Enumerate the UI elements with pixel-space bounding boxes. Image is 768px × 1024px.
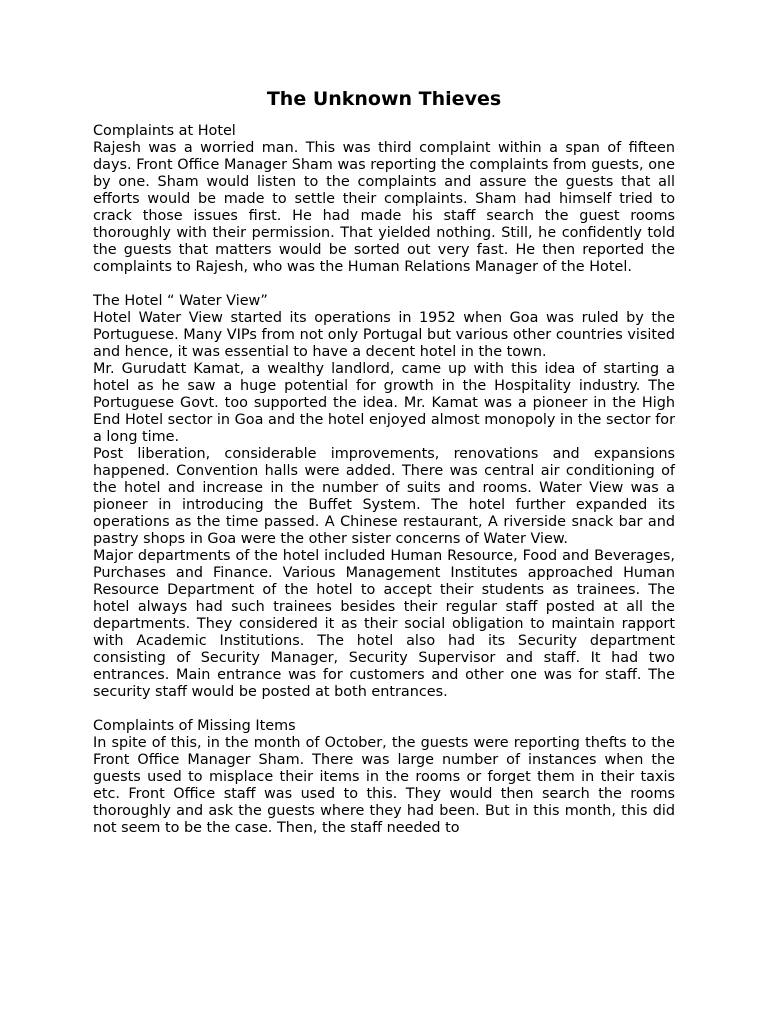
- paragraph: Major departments of the hotel included Human Resource, Food and Beverages, Purchases and Finance. Various Management Institutes approached Human Resource Department of the hotel to accept their students as trainees. The hotel always had such trainees besides their regular staff posted at all the departments. They considered it as their social obligation to maintain rapport with Academic Institutions. The hotel also had its Security department consisting of Security Manager, Security Supervisor and staff. It had two entrances. Main entrance was for customers and other one was for staff. The security staff would be posted at both entrances.: [93, 548, 675, 700]
- paragraph-spacer: [93, 701, 675, 718]
- paragraph: Rajesh was a worried man. This was third complaint within a span of fifteen days. Front Office Manager Sham was reporting the complaints from guests, one by one. Sham would listen to the complaints and assure the guests that all efforts would be made to settle their complaints. Sham had himself tried to crack those issues first. He had made his staff search the guest rooms thoroughly with their permission. That yielded nothing. Still, he confidently told the guests that matters would be sorted out very fast. He then reported the complaints to Rajesh, who was the Human Relations Manager of the Hotel.: [93, 140, 675, 275]
- document-page: [93, 84, 675, 837]
- section-heading-missing-items: Complaints of Missing Items: [93, 718, 296, 734]
- paragraph-spacer: [93, 276, 675, 293]
- paragraph: Mr. Gurudatt Kamat, a wealthy landlord, came up with this idea of starting a hotel as he saw a huge potential for growth in the Hospitality industry. The Portuguese Govt. too supported the idea. Mr. Kamat was a pioneer in the High End Hotel sector in Goa and the hotel enjoyed almost monopoly in the sector for a long time.: [93, 361, 675, 445]
- section-heading-complaints: Complaints at Hotel: [93, 123, 236, 139]
- paragraph: In spite of this, in the month of October, the guests were reporting thefts to the Front Office Manager Sham. There was large number of instances when the guests used to misplace their items in the rooms or forget them in their taxis etc. Front Office staff was used to this. They would then search the rooms thoroughly and ask the guests where they had been. But in this month, this did not seem to be the case. Then, the staff needed to: [93, 735, 675, 836]
- document-title: The Unknown Thieves: [266, 88, 502, 110]
- section-heading-hotel: The Hotel “ Water View”: [93, 293, 268, 309]
- paragraph: Hotel Water View started its operations in 1952 when Goa was ruled by the Portuguese. Many VIPs from not only Portugal but various other countries visited and hence, it was essential to have a decent hotel in the town.: [93, 310, 675, 360]
- paragraph: Post liberation, considerable improvements, renovations and expansions happened. Convention halls were added. There was central air conditioning of the hotel and increase in the number of suits and rooms. Water View was a pioneer in introducing the Buffet System. The hotel further expanded its operations as the time passed. A Chinese restaurant, A riverside snack bar and pastry shops in Goa were the other sister concerns of Water View.: [93, 446, 675, 547]
